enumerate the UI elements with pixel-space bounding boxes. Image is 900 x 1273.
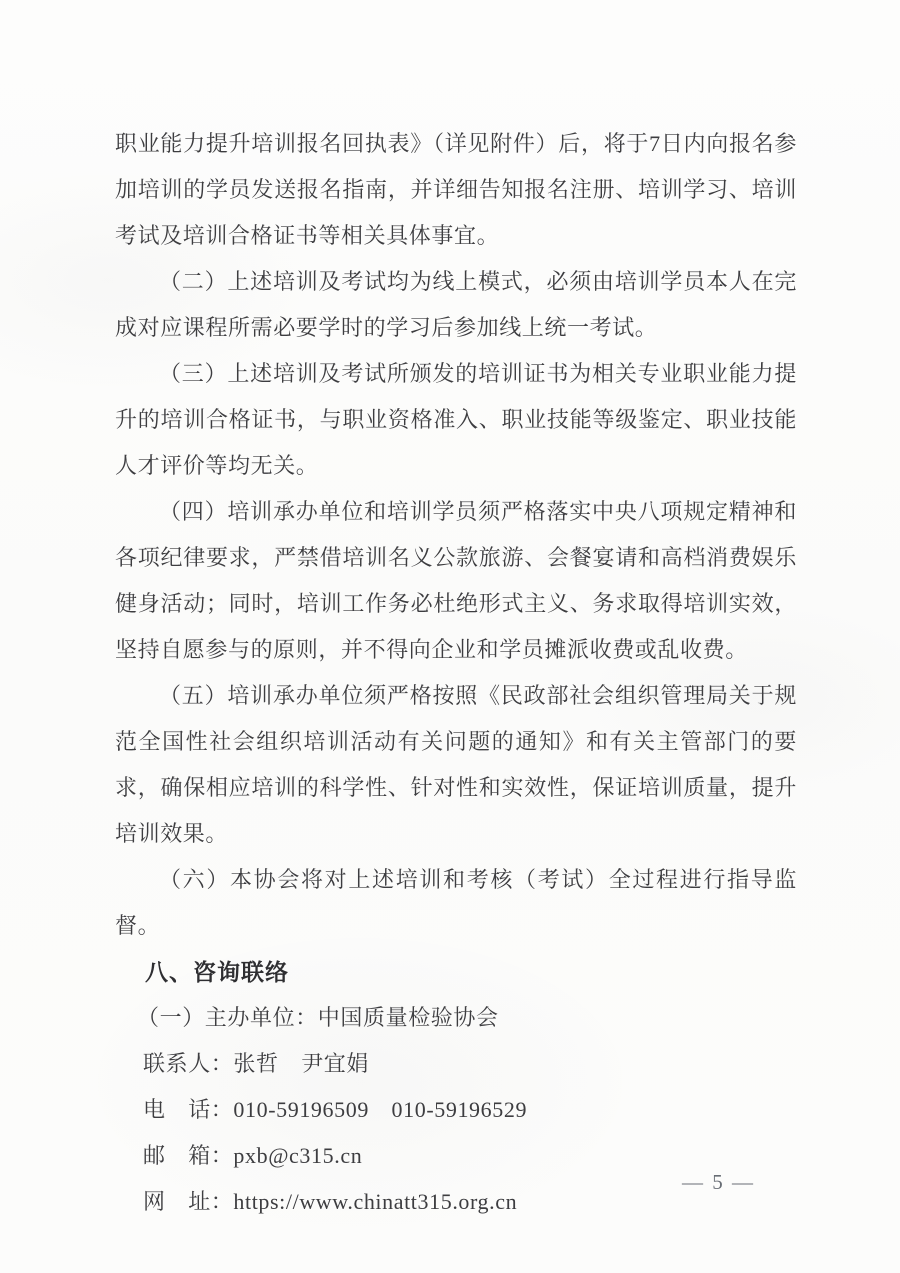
body-paragraph-item-3: （三）上述培训及考试所颁发的培训证书为相关专业职业能力提升的培训合格证书，与职业资格准入、职业技能等级鉴定、职业技能人才评价等均无关。 [115, 361, 797, 478]
body-paragraph-item-6: （六）本协会将对上述培训和考核（考试）全过程进行指导监督。 [115, 867, 797, 938]
organizer-line: （一）主办单位：中国质量检验协会 [137, 1005, 499, 1030]
contact-email-line: 邮 箱：pxb@c315.cn [143, 1143, 363, 1168]
page-number: — 5 — [682, 1170, 755, 1194]
body-paragraph-continuation: 职业能力提升培训报名回执表》（详见附件）后，将于7日内向报名参加培训的学员发送报名指南，并详细告知报名注册、培训学习、培训考试及培训合格证书等相关具体事宜。 [115, 131, 797, 248]
body-paragraph-item-4: （四）培训承办单位和培训学员须严格落实中央八项规定精神和各项纪律要求，严禁借培训名义公款旅游、会餐宴请和高档消费娱乐健身活动；同时，培训工作务必杜绝形式主义、务求取得培训实效，坚持自愿参与的原则，并不得向企业和学员摊派收费或乱收费。 [115, 499, 797, 662]
document-body [115, 121, 797, 1225]
section-heading-consultation: 八、咨询联络 [145, 959, 289, 985]
contact-phone-line: 电 话：010-59196509 010-59196529 [143, 1097, 528, 1122]
body-paragraph-item-2: （二）上述培训及考试均为线上模式，必须由培训学员本人在完成对应课程所需必要学时的学习后参加线上统一考试。 [115, 269, 797, 340]
body-paragraph-item-5: （五）培训承办单位须严格按照《民政部社会组织管理局关于规范全国性社会组织培训活动有关问题的通知》和有关主管部门的要求，确保相应培训的科学性、针对性和实效性，保证培训质量，提升培训效果。 [115, 683, 797, 846]
contact-person-line: 联系人：张哲 尹宜娟 [143, 1051, 370, 1076]
contact-website-line: 网 址：https://www.chinatt315.org.cn [143, 1189, 518, 1214]
